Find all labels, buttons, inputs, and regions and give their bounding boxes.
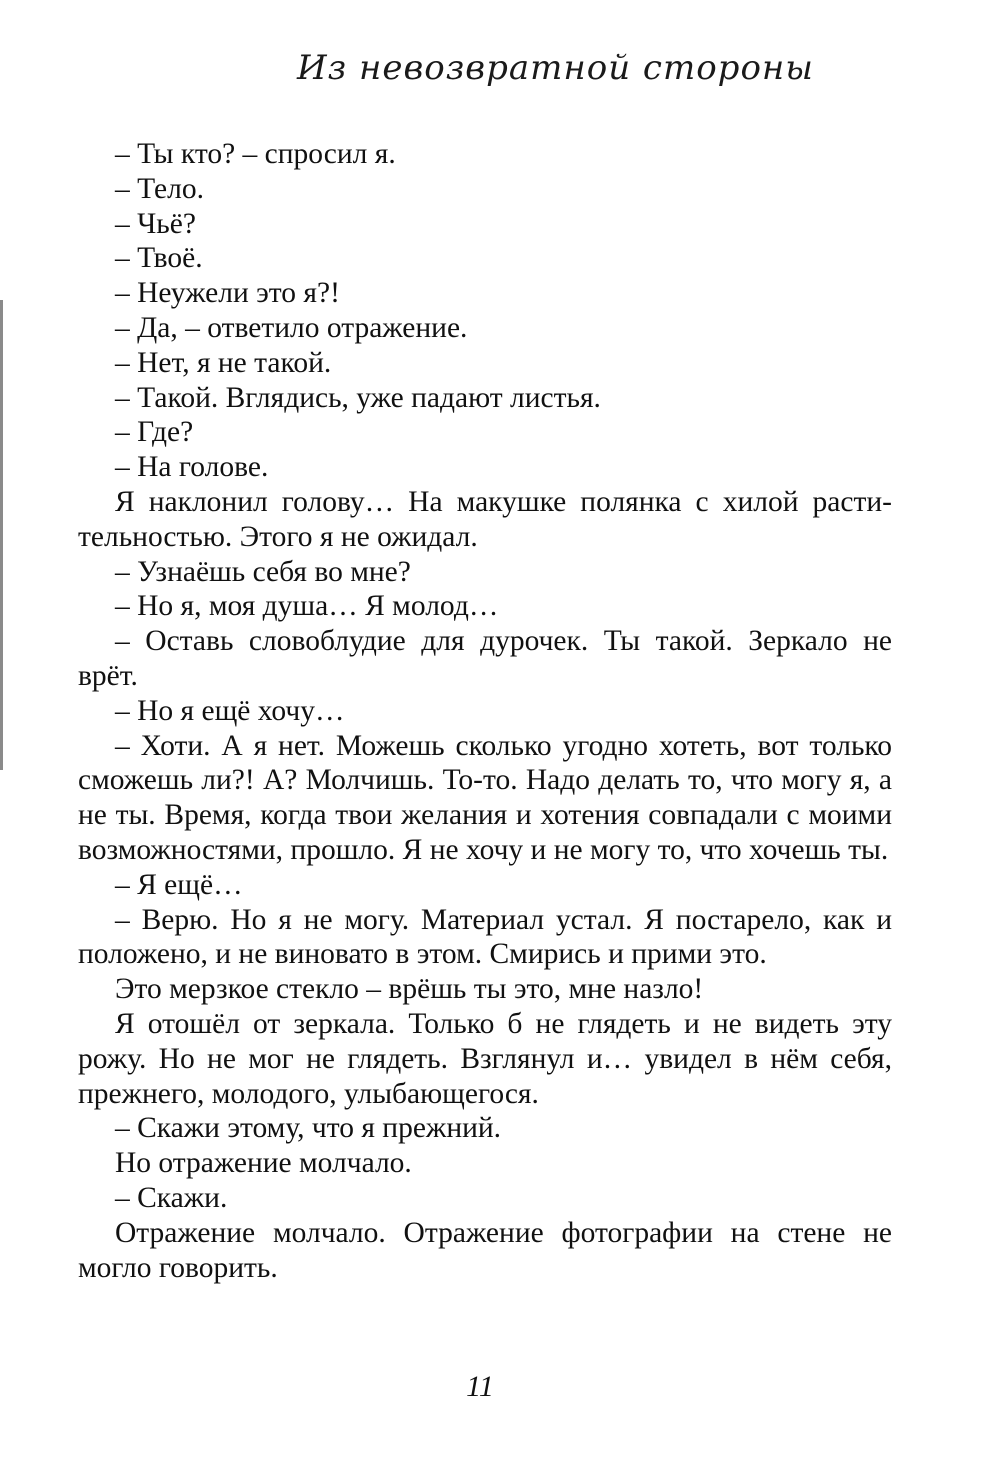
paragraph: Это мерзкое стекло – врёшь ты это, мне назло!: [115, 973, 704, 1006]
paragraph: – Чьё?: [115, 207, 196, 240]
paragraph: Отражение молчало. Отражение фотографии на стене не могло говорить.: [78, 1216, 892, 1284]
paragraph: – Тело.: [115, 172, 204, 205]
paragraph: – Ты кто? – спросил я.: [115, 138, 396, 170]
running-head: Из невозвратной стороны: [296, 48, 814, 88]
paragraph: – Узнаёшь себя во мне?: [115, 555, 411, 588]
page-number: 11: [466, 1370, 494, 1403]
paragraph: – Да, – ответило отражение.: [115, 311, 468, 344]
paragraph: – Скажи этому, что я прежний.: [115, 1112, 502, 1145]
paragraph: – Нет, я не такой.: [115, 346, 332, 379]
paragraph: – Оставь словоблудие для дурочек. Ты такой. Зеркало не врёт.: [78, 625, 892, 692]
body-text: [78, 137, 892, 1285]
page-edge-shadow: [0, 300, 3, 770]
paragraph: Но отражение молчало.: [115, 1147, 412, 1180]
paragraph: – Скажи.: [115, 1181, 228, 1214]
paragraph: Я наклонил голову… На макушке полянка с хилой растительностью. Этого я не ожидал.: [78, 485, 892, 553]
paragraph: – Твоё.: [115, 242, 203, 275]
paragraph: – Хоти. А я нет. Можешь сколько угодно хотеть, вот только сможешь ли?! А? Молчишь. То-то. Надо делать то, что могу я, а не ты. Время, когда твои желания и хотения совпадали с моими возможностями, прошло. Я не хочу и не могу то, что хочешь ты.: [78, 729, 892, 866]
paragraph: – На голове.: [115, 451, 269, 484]
paragraph: – Где?: [115, 416, 194, 449]
paragraph: – Неужели это я?!: [115, 277, 340, 310]
paragraph: – Верю. Но я не могу. Материал устал. Я постарело, как и положено, и не виновато в этом. Смирись и прими это.: [78, 903, 892, 971]
paragraph: – Я ещё…: [115, 868, 243, 901]
paragraph: – Такой. Вглядись, уже падают листья.: [115, 381, 601, 414]
paragraph: – Но я, моя душа… Я молод…: [115, 590, 499, 623]
paragraph: – Но я ещё хочу…: [115, 694, 345, 727]
paragraph: Я отошёл от зеркала. Только б не глядеть и не видеть эту рожу. Но не мог не глядеть. Взглянул и… увидел в нём себя, прежнего, молодого, улыбающегося.: [78, 1007, 892, 1110]
